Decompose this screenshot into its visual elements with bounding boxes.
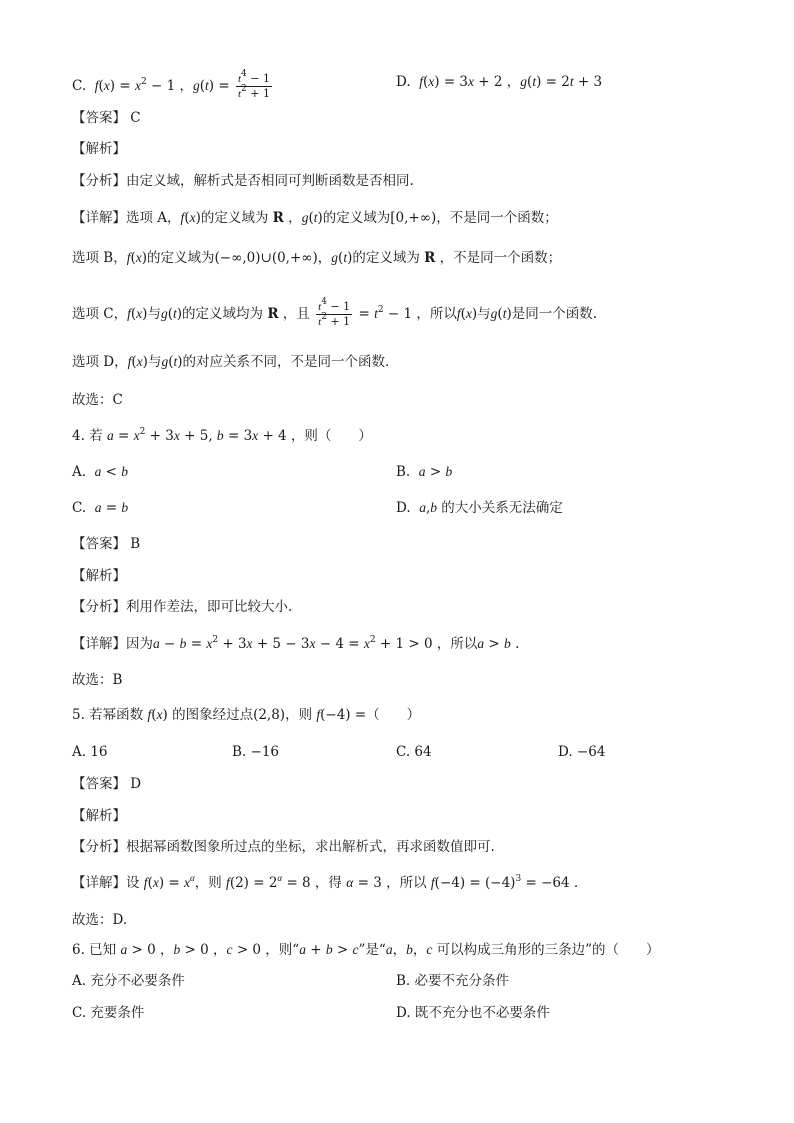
q5-xiangjie: 【详解】设 $f(x) = x^\alpha$，则 $f(2) = 2^\alpha = 8$ ，得 α = 3 ，所以 $f(-4) = (-4)^3 = -64$ . (72, 873, 579, 891)
q4-option-d: D. a,b 的大小关系无法确定 (396, 500, 563, 516)
q5-option-c: C. 64 (396, 744, 432, 760)
q3-answer: 【答案】 C (72, 110, 141, 126)
q3-option-c: C. $f(x) = x^2 - 1$ ，g(t) = $\frac{t^4 - 1}{t^2 + 1}$ (72, 69, 270, 100)
q6-stem: 6. 已知 a > 0 ，b > 0 ，c > 0 ，则“a + b > c”是“a，b，c 可以构成三角形的三条边”的（ ） (72, 942, 660, 958)
q4-jiexi-heading: 【解析】 (72, 568, 126, 584)
q4-answer: 【答案】 B (72, 536, 141, 552)
q4-fenxi: 【分析】利用作差法，即可比较大小. (72, 599, 293, 615)
q4-option-b: B. a > b (396, 464, 453, 480)
q4-guxuan: 故选：B (72, 672, 123, 688)
q3-xiangjie-d: 选项 D，f(x)与g(t)的对应关系不同，不是同一个函数. (72, 354, 390, 370)
q3-jiexi-heading: 【解析】 (72, 141, 126, 157)
q5-fenxi: 【分析】根据幂函数图象所过点的坐标，求出解析式，再求函数值即可. (72, 839, 495, 855)
q4-option-a: A. a < b (72, 464, 129, 480)
fraction-t4-over-t2: $\frac{t^4 - 1}{t^2 + 1}$ (237, 69, 270, 100)
q3-xiangjie-b: 选项 B，f(x)的定义域为(−∞,0)∪(0,+∞)，g(t)的定义域为 R ，不是同一个函数； (72, 250, 562, 266)
q6-option-d: D. 既不充分也不必要条件 (396, 1005, 550, 1021)
q5-option-d: D. −64 (558, 744, 606, 760)
q5-answer: 【答案】 D (72, 776, 142, 792)
q4-option-c: C. a = b (72, 500, 129, 516)
q4-stem: 4. 若 $a = x^2 + 3x + 5$, b = 3x + 4 ，则（ ） (72, 427, 372, 444)
q3-fenxi: 【分析】由定义域，解析式是否相同可判断函数是否相同. (72, 173, 414, 189)
q5-option-b: B. −16 (232, 744, 279, 760)
fraction-t4-over-t2-b: $\frac{t^4 - 1}{t^2 + 1}$ (318, 297, 351, 328)
q6-option-b: B. 必要不充分条件 (396, 973, 510, 989)
q5-stem: 5. 若幂函数 f(x) 的图象经过点(2,8)，则 f(−4) =（ ） (72, 707, 421, 723)
q3-option-d: D. f(x) = 3x + 2 ，g(t) = 2t + 3 (396, 74, 603, 90)
q5-option-a: A. 16 (72, 744, 108, 760)
q4-xiangjie: 【详解】因为$a - b = x^2 + 3x + 5 - 3x - 4 = x^2 + 1 > 0$ ，所以a > b . (72, 635, 520, 652)
q6-option-c: C. 充要条件 (72, 1005, 145, 1021)
q3-xiangjie-a: 【详解】选项 A，f(x)的定义域为 R ，g(t)的定义域为[0,+∞)，不是同一个函数； (72, 210, 558, 226)
q3-guxuan: 故选：C (72, 392, 123, 408)
q5-jiexi-heading: 【解析】 (72, 808, 126, 824)
q5-guxuan: 故选：D. (72, 912, 128, 928)
q3-xiangjie-c: 选项 C，f(x)与g(t)的定义域均为 R ，且 $\frac{t^4 - 1}{t^2 + 1}$ = $t^2 - 1$ ，所以f(x)与g(t)是同一个函数. (72, 297, 598, 328)
q6-option-a: A. 充分不必要条件 (72, 973, 185, 989)
